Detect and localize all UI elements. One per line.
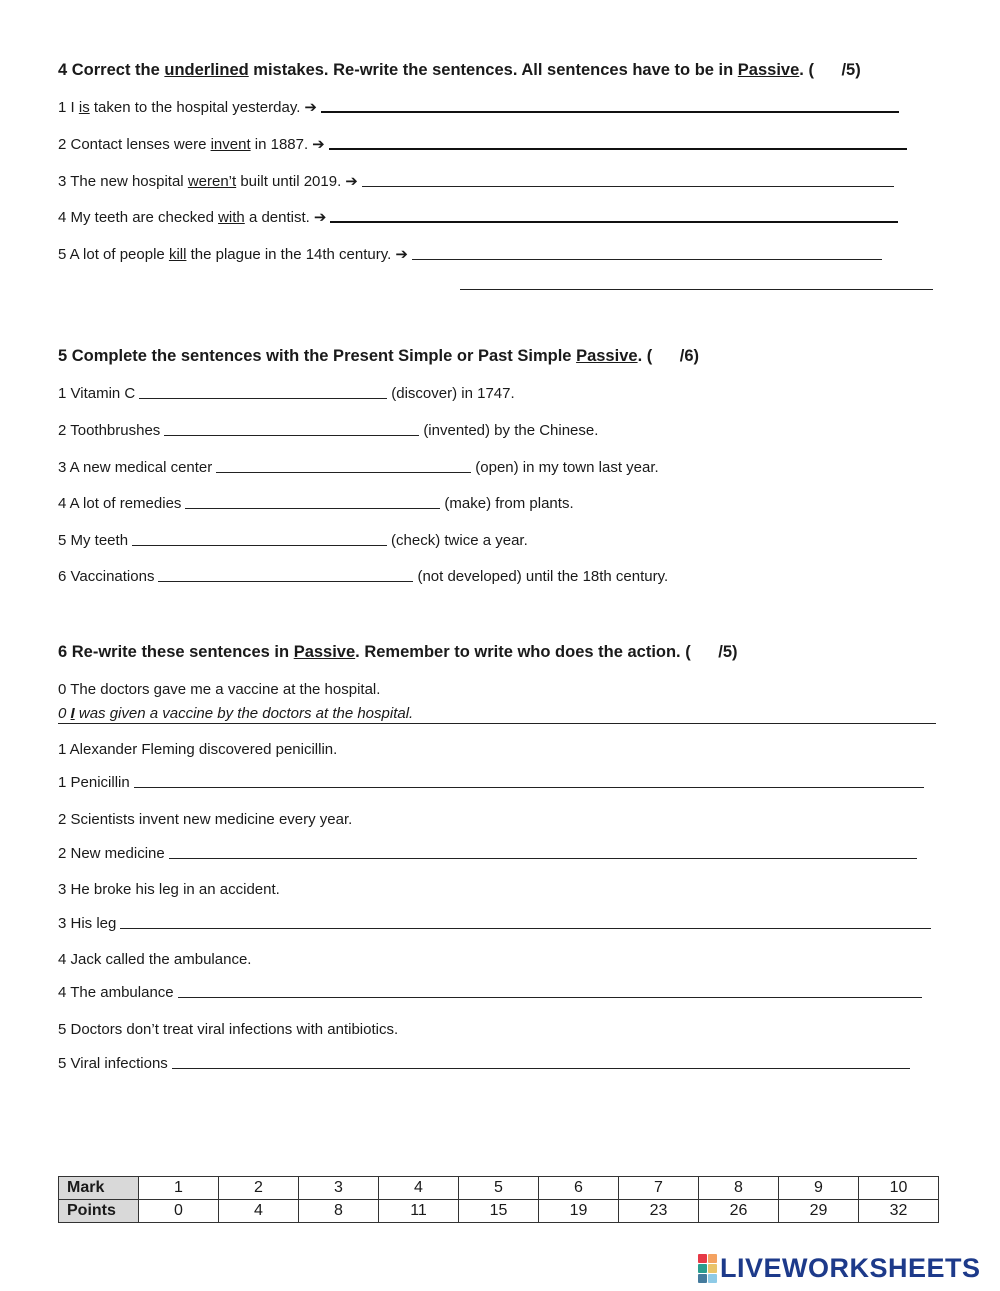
points-cell: 23 bbox=[619, 1200, 699, 1223]
s4-item-2: 2 Contact lenses were invent in 1887. ➔ bbox=[58, 135, 911, 153]
logo-wordmark: LIVEWORKSHEETS bbox=[720, 1253, 981, 1283]
mark-cell: 4 bbox=[379, 1177, 459, 1200]
points-row-label: Points bbox=[59, 1200, 139, 1223]
s6-item-1-sentence: 1 Alexander Fleming discovered penicillin. bbox=[58, 741, 338, 758]
s6-item-5-sentence: 5 Doctors don’t treat viral infections with antibiotics. bbox=[58, 1021, 399, 1038]
answer-blank[interactable] bbox=[330, 221, 898, 223]
arrow-right-icon: ➔ bbox=[395, 246, 408, 263]
s4-item-1: 1 I is taken to the hospital yesterday. ➔ bbox=[58, 98, 903, 116]
arrow-right-icon: ➔ bbox=[312, 136, 325, 153]
answer-blank[interactable] bbox=[120, 928, 931, 929]
arrow-right-icon: ➔ bbox=[304, 99, 317, 116]
mark-cell: 3 bbox=[299, 1177, 379, 1200]
answer-blank[interactable] bbox=[216, 472, 471, 473]
points-cell: 15 bbox=[459, 1200, 539, 1223]
mark-cell: 2 bbox=[219, 1177, 299, 1200]
points-cell: 11 bbox=[379, 1200, 459, 1223]
s6-item-1-prompt: 1 Penicillin bbox=[58, 774, 928, 791]
s6-item-4-sentence: 4 Jack called the ambulance. bbox=[58, 951, 252, 968]
logo-square bbox=[698, 1274, 707, 1283]
marks-row-label: Mark bbox=[59, 1177, 139, 1200]
marks-row bbox=[59, 1177, 939, 1200]
mark-cell: 10 bbox=[859, 1177, 939, 1200]
answer-blank[interactable] bbox=[169, 858, 917, 859]
s5-item-3: 3 A new medical center (open) in my town last year. bbox=[58, 459, 659, 476]
mark-cell: 6 bbox=[539, 1177, 619, 1200]
arrow-right-icon: ➔ bbox=[313, 209, 327, 226]
logo-square bbox=[698, 1254, 707, 1263]
answer-blank[interactable] bbox=[321, 111, 899, 113]
answer-blank[interactable] bbox=[158, 581, 413, 582]
answer-blank-continued[interactable] bbox=[460, 289, 933, 290]
marks-table bbox=[58, 1176, 939, 1223]
points-row bbox=[59, 1200, 939, 1223]
liveworksheets-logo-icon bbox=[698, 1254, 717, 1283]
answer-blank[interactable] bbox=[178, 997, 922, 998]
s5-item-2: 2 Toothbrushes (invented) by the Chinese. bbox=[58, 422, 599, 439]
section-6-heading: 6 Re-write these sentences in Passive. Remember to write who does the action. ( /5) bbox=[58, 643, 738, 661]
mark-cell: 9 bbox=[779, 1177, 859, 1200]
logo-square bbox=[698, 1264, 707, 1273]
s6-item-2-sentence: 2 Scientists invent new medicine every year. bbox=[58, 811, 353, 828]
answer-blank[interactable] bbox=[185, 508, 440, 509]
answer-blank[interactable] bbox=[164, 435, 419, 436]
answer-blank[interactable] bbox=[412, 259, 882, 260]
points-cell: 0 bbox=[139, 1200, 219, 1223]
s4-item-4: 4 My teeth are checked with a dentist. ➔ bbox=[58, 208, 902, 226]
s6-item-3-sentence: 3 He broke his leg in an accident. bbox=[58, 881, 280, 898]
answer-blank[interactable] bbox=[132, 545, 387, 546]
s5-item-4: 4 A lot of remedies (make) from plants. bbox=[58, 495, 574, 512]
s4-item-5: 5 A lot of people kill the plague in the 14th century. ➔ bbox=[58, 245, 886, 263]
s4-item-3: 3 The new hospital weren’t built until 2019. ➔ bbox=[58, 172, 898, 190]
points-cell: 26 bbox=[699, 1200, 779, 1223]
answer-blank[interactable] bbox=[362, 186, 894, 187]
answer-blank[interactable] bbox=[329, 148, 907, 150]
logo-square bbox=[708, 1264, 717, 1273]
logo-square bbox=[708, 1274, 717, 1283]
s5-item-1: 1 Vitamin C (discover) in 1747. bbox=[58, 385, 515, 402]
s5-item-6: 6 Vaccinations (not developed) until the 18th century. bbox=[58, 568, 669, 585]
answer-blank[interactable] bbox=[134, 787, 924, 788]
s6-example-sentence: 0 The doctors gave me a vaccine at the hospital. bbox=[58, 681, 381, 698]
s6-item-5-prompt: 5 Viral infections bbox=[58, 1055, 914, 1072]
section-4-heading: 4 Correct the underlined mistakes. Re-write the sentences. All sentences have to be in Passive. ( /5) bbox=[58, 61, 861, 79]
logo-square bbox=[708, 1254, 717, 1263]
points-cell: 8 bbox=[299, 1200, 379, 1223]
mark-cell: 5 bbox=[459, 1177, 539, 1200]
section-5-heading: 5 Complete the sentences with the Present Simple or Past Simple Passive. ( /6) bbox=[58, 347, 699, 365]
liveworksheets-logo[interactable] bbox=[698, 1253, 981, 1284]
points-cell: 4 bbox=[219, 1200, 299, 1223]
points-cell: 32 bbox=[859, 1200, 939, 1223]
answer-blank[interactable] bbox=[172, 1068, 910, 1069]
points-cell: 29 bbox=[779, 1200, 859, 1223]
answer-blank[interactable] bbox=[139, 398, 387, 399]
s6-item-3-prompt: 3 His leg bbox=[58, 915, 935, 932]
s6-example-answer: 0 I was given a vaccine by the doctors at the hospital. bbox=[58, 705, 936, 724]
arrow-right-icon: ➔ bbox=[345, 173, 358, 190]
s6-item-4-prompt: 4 The ambulance bbox=[58, 984, 926, 1001]
s5-item-5: 5 My teeth (check) twice a year. bbox=[58, 532, 528, 549]
points-cell: 19 bbox=[539, 1200, 619, 1223]
mark-cell: 1 bbox=[139, 1177, 219, 1200]
mark-cell: 7 bbox=[619, 1177, 699, 1200]
mark-cell: 8 bbox=[699, 1177, 779, 1200]
s6-item-2-prompt: 2 New medicine bbox=[58, 845, 921, 862]
